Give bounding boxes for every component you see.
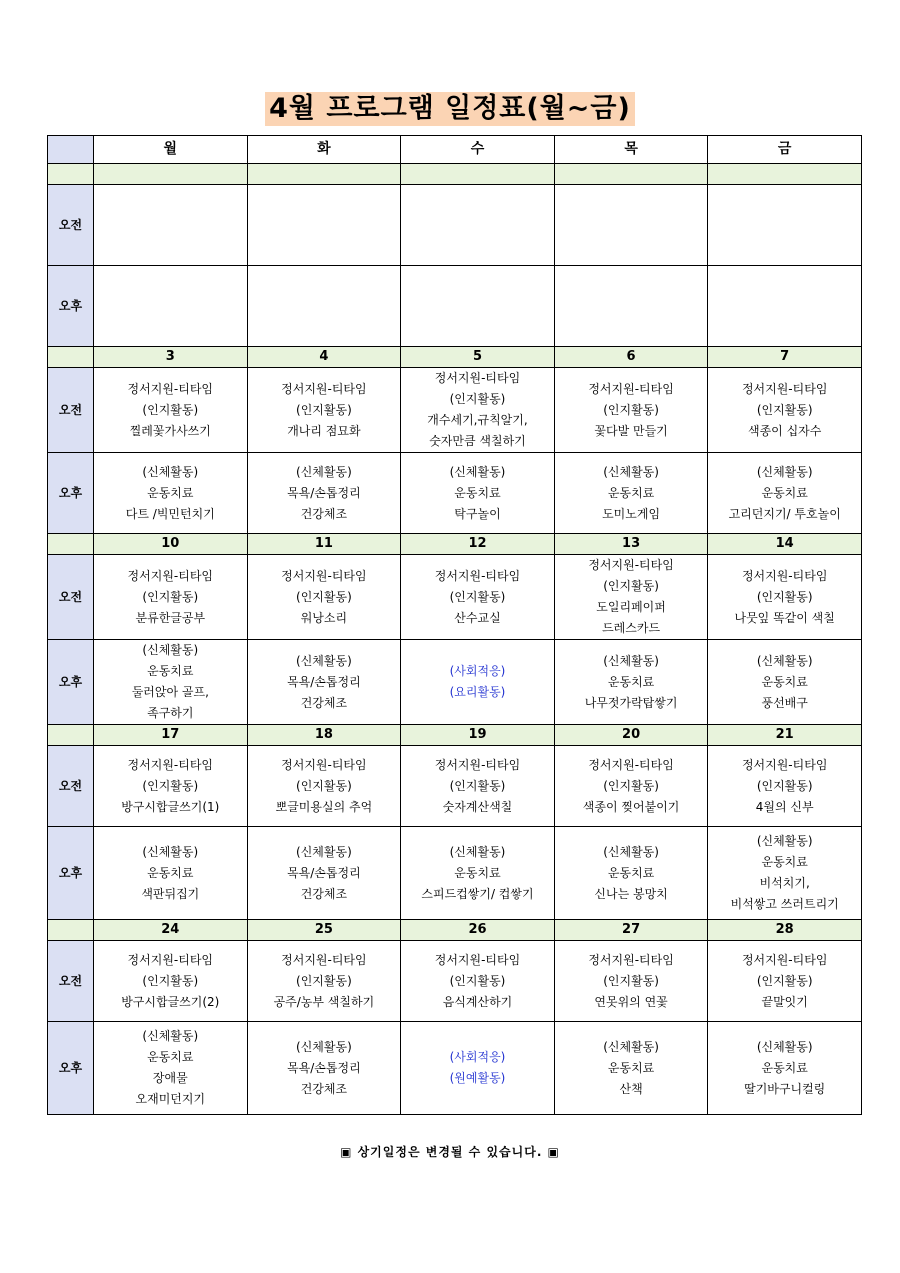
- activity-line: (인지활동): [756, 973, 813, 988]
- afternoon-row: [48, 453, 862, 534]
- activity-cell: [554, 185, 708, 266]
- date-row-label-cell: [48, 920, 94, 941]
- afternoon-row: [48, 266, 862, 347]
- activity-line: 산책: [619, 1081, 643, 1096]
- activity-line: (인지활동): [449, 589, 506, 604]
- activity-cell: [94, 368, 248, 453]
- activity-line: 정서지원-티타임: [281, 757, 367, 772]
- day-header-mon: 월: [94, 136, 248, 164]
- page-title: 4월 프로그램 일정표(월~금): [265, 92, 635, 126]
- activity-cell: [554, 941, 708, 1022]
- activity-cell: [708, 640, 862, 725]
- activity-line: (인지활동): [449, 973, 506, 988]
- activity-line: 뽀글미용실의 추억: [275, 799, 373, 814]
- activity-line: 운동치료: [607, 1060, 655, 1075]
- activity-cell: [401, 555, 555, 640]
- activity-line: 비석치기,: [759, 876, 810, 890]
- activity-line: (신체활동): [296, 464, 352, 479]
- activity-line: 건강체조: [300, 886, 348, 901]
- activity-line: 운동치료: [761, 855, 808, 869]
- activity-cell: [94, 746, 248, 827]
- activity-line: 건강체조: [300, 1081, 348, 1096]
- activity-line: 운동치료: [147, 485, 194, 500]
- activity-cell: [247, 185, 401, 266]
- activity-line: 나무젓가락탑쌓기: [584, 695, 678, 710]
- activity-line: (신체활동): [603, 1039, 659, 1054]
- activity-line: 운동치료: [607, 485, 655, 500]
- date-cell: 12: [401, 534, 555, 555]
- activity-line: (신체활동): [756, 464, 813, 479]
- activity-cell: [94, 453, 248, 534]
- activity-line: (인지활동): [449, 392, 506, 406]
- activity-cell: [94, 1022, 248, 1115]
- activity-line: 꽃다발 만들기: [594, 423, 668, 438]
- date-cell: 24: [94, 920, 248, 941]
- activity-line: (신체활동): [756, 1039, 813, 1054]
- activity-line: 색종이 십자수: [748, 423, 822, 438]
- activity-line: (인지활동): [142, 778, 199, 793]
- activity-cell: [94, 640, 248, 725]
- activity-line: 정서지원-티타임: [741, 952, 828, 967]
- corner-cell: [48, 136, 94, 164]
- date-row: [48, 725, 862, 746]
- activity-line: (신체활동): [449, 464, 506, 479]
- activity-line: (사회적응): [449, 1050, 506, 1064]
- activity-line: (신체활동): [603, 844, 659, 859]
- activity-line: 정서지원-티타임: [281, 952, 367, 967]
- activity-line: (인지활동): [756, 402, 813, 417]
- activity-cell: [401, 827, 555, 920]
- activity-line: (사회적응): [449, 664, 506, 678]
- activity-line: (요리활동): [449, 685, 506, 699]
- activity-line: 정서지원-티타임: [588, 381, 674, 396]
- date-row: [48, 534, 862, 555]
- activity-cell: [554, 746, 708, 827]
- activity-line: (신체활동): [142, 1029, 199, 1043]
- date-cell: 13: [554, 534, 708, 555]
- activity-line: 정서지원-티타임: [127, 568, 214, 583]
- activity-cell: [708, 941, 862, 1022]
- activity-line: (신체활동): [603, 464, 659, 479]
- activity-cell: [708, 827, 862, 920]
- activity-cell: [247, 368, 401, 453]
- activity-cell: [708, 185, 862, 266]
- date-cell: [554, 164, 708, 185]
- activity-line: (인지활동): [296, 778, 352, 793]
- date-cell: 25: [247, 920, 401, 941]
- activity-line: 정서지원-티타임: [127, 381, 214, 396]
- activity-line: 정서지원-티타임: [741, 757, 828, 772]
- date-row: [48, 164, 862, 185]
- morning-row: [48, 555, 862, 640]
- activity-line: 숫자만큼 색칠하기: [429, 434, 526, 448]
- date-cell: 7: [708, 347, 862, 368]
- activity-cell: [94, 266, 248, 347]
- activity-cell: [554, 368, 708, 453]
- activity-line: (신체활동): [603, 653, 659, 668]
- date-cell: 20: [554, 725, 708, 746]
- date-cell: 21: [708, 725, 862, 746]
- activity-cell: [247, 827, 401, 920]
- date-row-label-cell: [48, 164, 94, 185]
- morning-row: [48, 746, 862, 827]
- afternoon-label: 오후: [48, 1022, 94, 1115]
- activity-line: 운동치료: [761, 674, 808, 689]
- date-row: [48, 920, 862, 941]
- date-cell: 3: [94, 347, 248, 368]
- activity-line: (인지활동): [603, 973, 659, 988]
- date-row-label-cell: [48, 534, 94, 555]
- activity-line: 운동치료: [761, 1060, 808, 1075]
- morning-label: 오전: [48, 368, 94, 453]
- activity-line: 장애물: [152, 1071, 188, 1085]
- afternoon-row: [48, 640, 862, 725]
- activity-line: 딸기바구니컬링: [744, 1081, 826, 1096]
- activity-line: 정서지원-티타임: [741, 381, 828, 396]
- activity-line: 방구시합글쓰기(2): [121, 994, 220, 1009]
- activity-line: 비석쌓고 쓰러트리기: [730, 897, 839, 911]
- afternoon-label: 오후: [48, 827, 94, 920]
- activity-line: 둘러앉아 골프,: [131, 685, 209, 699]
- afternoon-label: 오후: [48, 453, 94, 534]
- afternoon-label: 오후: [48, 640, 94, 725]
- activity-line: 방구시합글쓰기(1): [121, 799, 220, 814]
- afternoon-row: [48, 1022, 862, 1115]
- activity-cell: [247, 640, 401, 725]
- activity-line: 목욕/손톱정리: [287, 485, 361, 500]
- activity-line: 정서지원-티타임: [741, 568, 828, 583]
- activity-line: 정서지원-티타임: [127, 952, 214, 967]
- date-row-label-cell: [48, 725, 94, 746]
- activity-line: (인지활동): [142, 589, 199, 604]
- activity-line: (신체활동): [296, 653, 352, 668]
- activity-line: 운동치료: [607, 865, 655, 880]
- morning-label: 오전: [48, 185, 94, 266]
- activity-line: (신체활동): [756, 834, 813, 848]
- afternoon-row: [48, 827, 862, 920]
- activity-cell: [554, 555, 708, 640]
- morning-row: [48, 185, 862, 266]
- day-header-tue: 화: [247, 136, 401, 164]
- activity-cell: [554, 266, 708, 347]
- morning-row: [48, 368, 862, 453]
- day-header-thu: 목: [554, 136, 708, 164]
- activity-cell: [247, 266, 401, 347]
- activity-line: 도일리페이퍼: [596, 600, 666, 614]
- activity-line: 건강체조: [300, 506, 348, 521]
- title-wrap: [0, 92, 900, 126]
- activity-line: 건강체조: [300, 695, 348, 710]
- activity-line: 정서지원-티타임: [588, 757, 674, 772]
- day-header-wed: 수: [401, 136, 555, 164]
- activity-line: (인지활동): [756, 589, 813, 604]
- activity-line: 목욕/손톱정리: [287, 674, 361, 689]
- activity-line: 탁구놀이: [454, 506, 501, 521]
- activity-line: 다트 /빅민턴치기: [125, 506, 215, 521]
- activity-cell: [247, 555, 401, 640]
- activity-line: (인지활동): [603, 402, 659, 417]
- activity-line: 정서지원-티타임: [281, 381, 367, 396]
- activity-line: (인지활동): [603, 778, 659, 793]
- activity-line: 워낭소리: [300, 610, 348, 625]
- activity-cell: [554, 453, 708, 534]
- afternoon-label: 오후: [48, 266, 94, 347]
- activity-line: (인지활동): [296, 589, 352, 604]
- activity-line: 운동치료: [454, 865, 501, 880]
- activity-line: 운동치료: [147, 865, 194, 880]
- activity-line: 목욕/손톱정리: [287, 1060, 361, 1075]
- activity-cell: [708, 453, 862, 534]
- activity-line: 오재미던지기: [135, 1092, 206, 1106]
- date-cell: 6: [554, 347, 708, 368]
- activity-line: 목욕/손톱정리: [287, 865, 361, 880]
- activity-line: 색종이 찢어붙이기: [582, 799, 680, 814]
- date-row-label-cell: [48, 347, 94, 368]
- morning-row: [48, 941, 862, 1022]
- footer-note: ▣ 상기일정은 변경될 수 있습니다. ▣: [340, 1145, 560, 1159]
- morning-label: 오전: [48, 555, 94, 640]
- date-cell: 14: [708, 534, 862, 555]
- activity-cell: [401, 1022, 555, 1115]
- activity-cell: [94, 555, 248, 640]
- activity-line: 색판뒤집기: [141, 886, 200, 901]
- activity-cell: [401, 266, 555, 347]
- activity-line: (인지활동): [296, 402, 352, 417]
- activity-line: 산수교실: [454, 610, 501, 625]
- activity-line: 개나리 점묘화: [287, 423, 361, 438]
- activity-line: 운동치료: [454, 485, 501, 500]
- activity-cell: [94, 185, 248, 266]
- day-header-row: [48, 136, 862, 164]
- activity-cell: [94, 941, 248, 1022]
- activity-line: (인지활동): [756, 778, 813, 793]
- date-cell: 18: [247, 725, 401, 746]
- date-cell: 27: [554, 920, 708, 941]
- date-cell: [94, 164, 248, 185]
- morning-label: 오전: [48, 746, 94, 827]
- activity-line: (신체활동): [756, 653, 813, 668]
- activity-line: 정서지원-티타임: [434, 952, 521, 967]
- date-cell: 5: [401, 347, 555, 368]
- activity-line: 정서지원-티타임: [434, 757, 521, 772]
- activity-line: 정서지원-티타임: [127, 757, 214, 772]
- activity-cell: [247, 453, 401, 534]
- activity-line: 운동치료: [607, 674, 655, 689]
- date-cell: 11: [247, 534, 401, 555]
- activity-cell: [554, 640, 708, 725]
- activity-line: 정서지원-티타임: [434, 371, 521, 385]
- activity-cell: [247, 1022, 401, 1115]
- activity-line: 드레스카드: [602, 621, 661, 635]
- date-cell: 10: [94, 534, 248, 555]
- activity-line: (신체활동): [296, 844, 352, 859]
- activity-cell: [401, 640, 555, 725]
- activity-line: 끝말잇기: [761, 994, 808, 1009]
- activity-line: (인지활동): [142, 973, 199, 988]
- activity-line: 운동치료: [147, 1050, 194, 1064]
- date-cell: 28: [708, 920, 862, 941]
- date-cell: 19: [401, 725, 555, 746]
- activity-line: (신체활동): [449, 844, 506, 859]
- activity-line: (신체활동): [142, 844, 199, 859]
- activity-line: (인지활동): [603, 579, 659, 593]
- activity-line: 도미노게임: [602, 506, 661, 521]
- activity-line: 풍선배구: [761, 695, 808, 710]
- activity-cell: [247, 746, 401, 827]
- activity-line: 신나는 봉망치: [594, 886, 668, 901]
- activity-line: 고리던지기/ 투호놀이: [728, 506, 841, 521]
- schedule-table: [47, 135, 862, 1115]
- activity-line: 분류한글공부: [135, 610, 206, 625]
- activity-line: 운동치료: [761, 485, 808, 500]
- activity-cell: [401, 368, 555, 453]
- activity-cell: [708, 555, 862, 640]
- activity-cell: [554, 827, 708, 920]
- morning-label: 오전: [48, 941, 94, 1022]
- activity-cell: [708, 1022, 862, 1115]
- activity-cell: [247, 941, 401, 1022]
- activity-cell: [401, 746, 555, 827]
- activity-line: 4월의 신부: [755, 799, 814, 814]
- activity-line: 공주/농부 색칠하기: [273, 994, 375, 1009]
- activity-cell: [401, 453, 555, 534]
- date-cell: [708, 164, 862, 185]
- activity-line: 찔레꽃가사쓰기: [129, 423, 211, 438]
- activity-cell: [94, 827, 248, 920]
- activity-line: 숫자계산색칠: [442, 799, 513, 814]
- activity-line: 정서지원-티타임: [588, 952, 674, 967]
- activity-line: (인지활동): [449, 778, 506, 793]
- date-cell: 26: [401, 920, 555, 941]
- activity-cell: [401, 185, 555, 266]
- date-cell: 17: [94, 725, 248, 746]
- activity-line: 연못위의 연꽃: [594, 994, 668, 1009]
- activity-cell: [708, 368, 862, 453]
- activity-line: 정서지원-티타임: [588, 558, 674, 572]
- activity-line: (인지활동): [296, 973, 352, 988]
- activity-cell: [708, 746, 862, 827]
- activity-cell: [708, 266, 862, 347]
- activity-line: 족구하기: [147, 706, 194, 720]
- date-row: [48, 347, 862, 368]
- activity-line: 나뭇잎 똑같이 색칠: [734, 610, 835, 625]
- activity-line: (신체활동): [296, 1039, 352, 1054]
- date-cell: 4: [247, 347, 401, 368]
- activity-line: (신체활동): [142, 643, 199, 657]
- activity-line: (인지활동): [142, 402, 199, 417]
- date-cell: [401, 164, 555, 185]
- activity-line: (원예활동): [449, 1071, 506, 1085]
- activity-line: 정서지원-티타임: [281, 568, 367, 583]
- activity-line: 운동치료: [147, 664, 194, 678]
- date-cell: [247, 164, 401, 185]
- activity-line: 음식계산하기: [442, 994, 513, 1009]
- activity-cell: [401, 941, 555, 1022]
- activity-cell: [554, 1022, 708, 1115]
- activity-line: 정서지원-티타임: [434, 568, 521, 583]
- activity-line: 개수세기,규칙알기,: [427, 413, 528, 427]
- activity-line: (신체활동): [142, 464, 199, 479]
- activity-line: 스피드컵쌓기/ 컵쌓기: [421, 886, 534, 901]
- day-header-fri: 금: [708, 136, 862, 164]
